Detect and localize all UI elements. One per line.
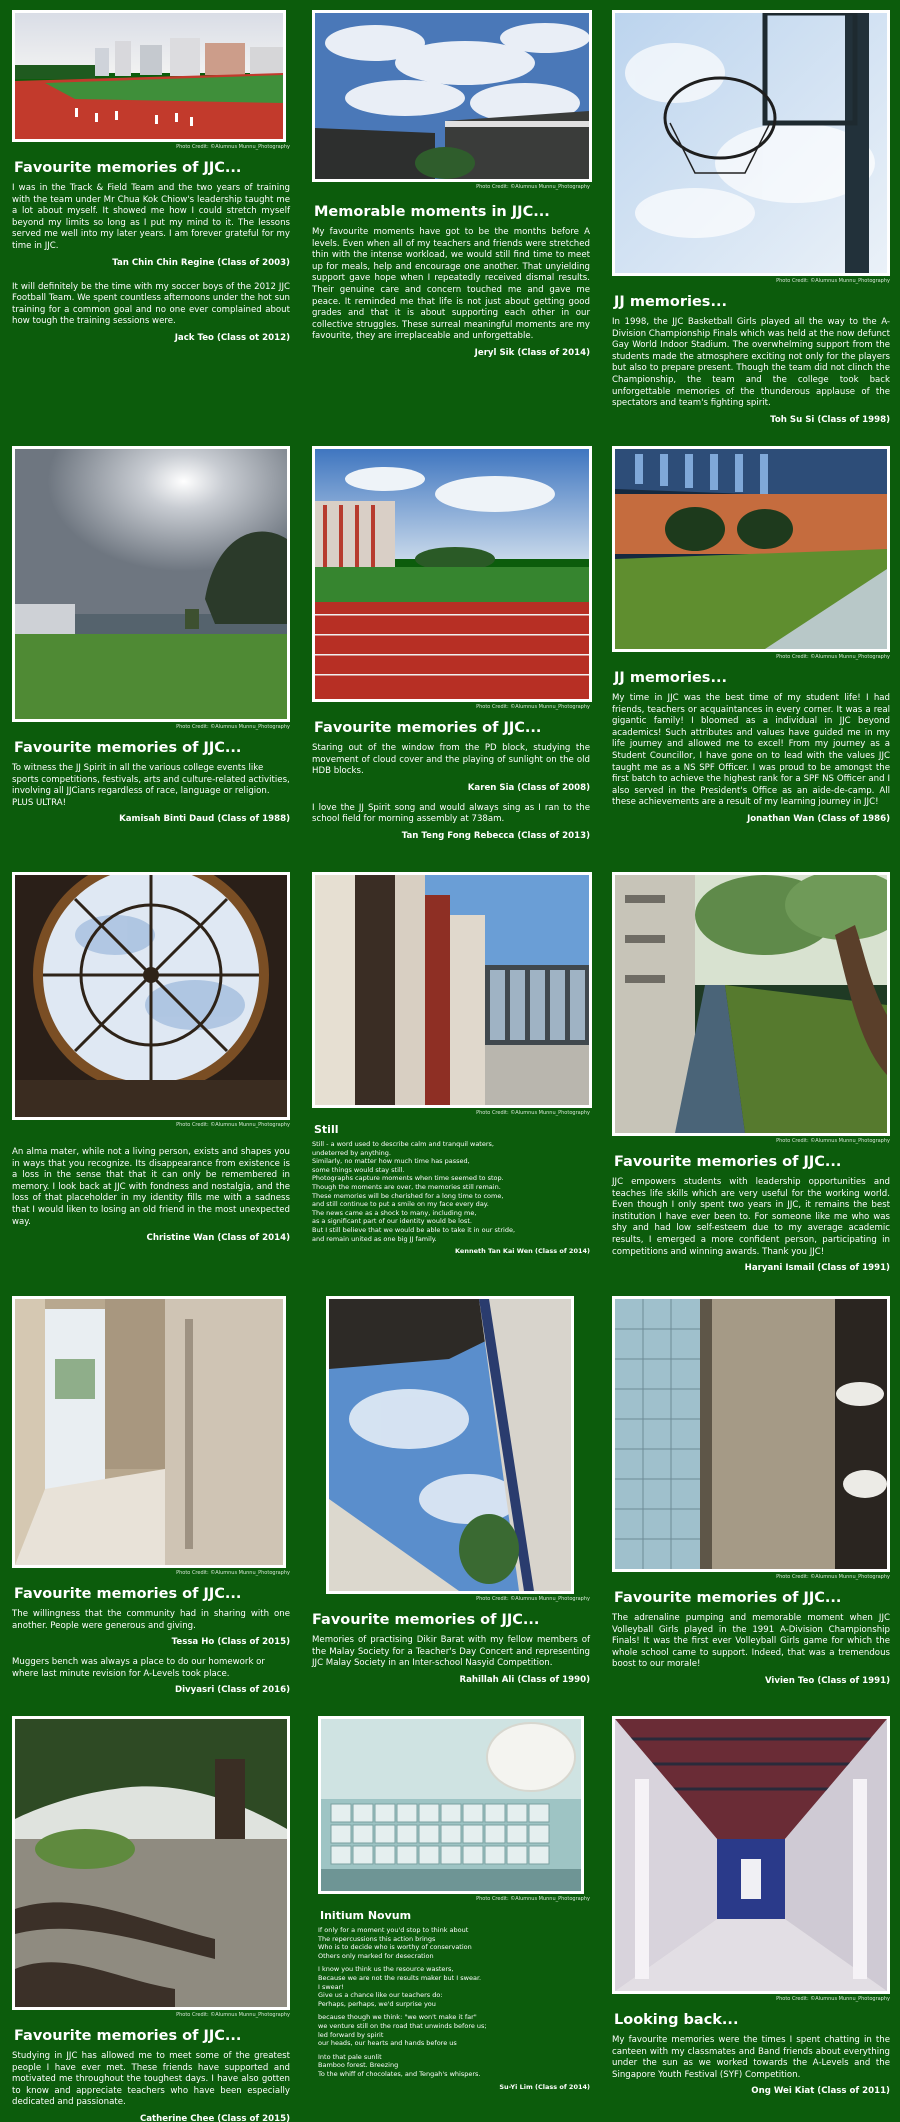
author-name: Jonathan Wan (Class of 1986) (747, 813, 890, 824)
author-name: Christine Wan (Class of 2014) (146, 1233, 290, 1244)
poem-line: undeterred by anything. (312, 1148, 391, 1157)
poem-line: Perhaps, perhaps, we'd surprise you (318, 1999, 436, 2008)
card-title: Favourite memories of JJC... (14, 1586, 242, 1602)
poem-line: Bamboo forest. Breezing (318, 2061, 399, 2070)
memory-text: My favourite moments have got to be the months before A levels. Even when all of my teachers and friends were stretched thin with the intense workload, we would still find time to meet up for meals, help and encourage one another. That unyielding support gave hope when I repeatedly received dismal results. Their genuine care and concern touched me and gave me peace. It reminded me that life is not just about getting good grades and that it is about supporting each other in our collective struggles. These surreal meaningful moments are my favourite, they are irreplaceable and unforgettable. (312, 227, 590, 342)
photo-credit: Photo Credit: ©Alumnus Munnu_Photography (176, 2012, 290, 2018)
photo-tree-roots (12, 1716, 290, 2010)
photo-building-columns (312, 872, 592, 1108)
poem-line: Into that pale sunlit (318, 2052, 382, 2061)
poem-line: The repercussions this action brings (318, 1934, 436, 1943)
photo-track-field (12, 10, 286, 142)
memory-text: I was in the Track & Field Team and the two years of training with the team under Mr Chua Kok Chiow's leadership taught me a lot about myself. It showed me how I could stretch myself beyond my limits so long as I put my mind to it. The lessons served me well into my later years. I am forever grateful for my time in JJC. (12, 183, 290, 251)
memory-text: I love the JJ Spirit song and would always sing as I ran to the school field for morning assembly at 738am. (312, 802, 590, 825)
poem (312, 1140, 590, 1243)
memory-card-13 (0, 1706, 300, 2122)
memory-card-2 (300, 0, 600, 436)
poem-line: and still continue to put a smile on my face every day. (312, 1200, 489, 1209)
card-title: Favourite memories of JJC... (14, 740, 242, 756)
memory-text: My time in JJC was the best time of my student life! I had friends, teachers or acquaintances in every corner. It was a real gigantic family! I bloomed as a individual in JJC beyond academics! Such attributes and values have guided me in my life journey and allowed me to excel! From my journey as a Student Councillor, I have gone on to lead with the values JJC taught me as a NS SPF Officer. I was proud to be amongst the first batch to achieve the highest rank for a SPF NS Officer and I also served in the President's Office as an aide-de-camp. All these achievements are a result of my learning journey in JJC! (612, 693, 890, 808)
photo-basketball-hoop (612, 10, 890, 276)
author-name: Karen Sia (Class of 2008) (467, 782, 590, 793)
poem-line: as a significant part of our identity would be lost. (312, 1217, 472, 1226)
photo-credit: Photo Credit: ©Alumnus Munnu_Photography (476, 704, 590, 710)
memory-card-9 (600, 862, 900, 1286)
poem-line: and remain united as one big JJ family. (312, 1234, 437, 1243)
author-name: Tan Teng Fong Rebecca (Class of 2013) (401, 830, 590, 841)
photo-trees-drain (612, 872, 890, 1136)
photo-credit: Photo Credit: ©Alumnus Munnu_Photography (476, 184, 590, 190)
poem-line: Photographs capture moments when time seemed to stop. (312, 1174, 504, 1183)
memory-text: Muggers bench was always a place to do our homework or where last minute revision for A-Levels took place. (12, 1657, 265, 1679)
photo-clouds-building (312, 10, 592, 182)
photo-hdb-track (312, 446, 592, 702)
photo-long-corridor (612, 1716, 890, 1994)
author-name: Divyasri (Class of 2016) (174, 1685, 290, 1696)
poem (318, 1926, 590, 2079)
author-name: Haryani Ismail (Class of 1991) (744, 1263, 890, 1274)
author-name: Catherine Chee (Class of 2015) (139, 2113, 290, 2122)
photo-courtyard-dusk (612, 446, 890, 652)
photo-angled-rooftop (326, 1296, 574, 1594)
card-title: Favourite memories of JJC... (614, 1590, 842, 1606)
memory-text: JJC empowers students with leadership opportunities and teaches life skills which are very useful for the working world. Even though I only spent two years in JJC, it remains the best institution I have ever been to. For someone like me who was shy and had low self-esteem due to my average academic results, I emerged a more confident person, participating in competitions and winning awards. Thank you JJC! (612, 1177, 890, 1257)
poem-line: led forward by spirit (318, 2030, 384, 2039)
memory-card-11 (300, 1286, 600, 1706)
poem-line: But I still believe that we would be able to take it in our stride, (312, 1225, 516, 1234)
poem-line: I know you think us the resource wasters, (318, 1965, 454, 1974)
author-name: Jack Teo (Class ot 2012) (174, 332, 290, 343)
photo-credit: Photo Credit: ©Alumnus Munnu_Photography (776, 1996, 890, 2002)
card-title: Looking back... (614, 2012, 739, 2028)
photo-credit: Photo Credit: ©Alumnus Munnu_Photography (776, 1574, 890, 1580)
author-name: Tan Chin Chin Regine (Class of 2003) (112, 257, 290, 268)
card-title: Favourite memories of JJC... (314, 720, 542, 736)
poem-line: we venture still on the road that unwinds before us; (318, 2021, 487, 2030)
card-title: Favourite memories of JJC... (14, 2028, 242, 2044)
author-name: Kamisah Binti Daud (Class of 1988) (119, 814, 290, 825)
photo-credit: Photo Credit: ©Alumnus Munnu_Photography (776, 654, 890, 660)
poem-line: To the whiff of chocolates, and Tengah's whispers. (318, 2069, 481, 2078)
photo-wall-sneakers (612, 1296, 890, 1572)
author-name: Su-Yi Lim (Class of 2014) (499, 2082, 590, 2091)
memory-card-14 (300, 1706, 600, 2122)
memory-text: My favourite memories were the times I spent chatting in the canteen with my classmates and Band friends about everything under the sun as we worked towards the A-Levels and the Singapore Youth Festival (SYF) Competition. (612, 2035, 890, 2080)
photo-credit: Photo Credit: ©Alumnus Munnu_Photography (176, 1570, 290, 1576)
poem-line: Though the moments are over, the memories still remain. (312, 1182, 501, 1191)
author-name: Rahillah Ali (Class of 1990) (459, 1674, 590, 1685)
photo-credit: Photo Credit: ©Alumnus Munnu_Photography (776, 1138, 890, 1144)
poem-line: Still - a word used to describe calm and tranquil waters, (312, 1140, 494, 1148)
memory-text: Memories of practising Dikir Barat with my fellow members of the Malay Society for a Teacher's Day Concert and representing JJC Malay Society in an Inter-school Nasyid Competition. (312, 1635, 590, 1669)
author-name: Ong Wei Kiat (Class of 2011) (751, 2086, 890, 2097)
memory-text: It will definitely be the time with my soccer boys of the 2012 JJC Football Team. We spent countless afternoons under the hot sun training for a common goal and no one ever complained about how tough the training sessions were. (12, 281, 290, 327)
poem-line: our heads, our hearts and hands before us (318, 2039, 457, 2048)
memory-text: To witness the JJ Spirit in all the various college events like sports competitions, festivals, arts and culture-related activities, involving all JJCians regardless of race, language or religion. PLUS ULTRA! (12, 763, 290, 808)
card-title: JJ memories... (614, 294, 727, 310)
memory-text: In 1998, the JJC Basketball Girls played all the way to the A-Division Championship Finals which was held at the now defunct Gay World Indoor Stadium. The overwhelming support from the students made the atmosphere exciting not only for the players but also to prepare present. Though the team did not clinch the Championship, the team and the college took back unforgettable memories of the thunderous applause of the spectators and team's fighting spirit. (612, 317, 890, 409)
photo-credit: Photo Credit: ©Alumnus Munnu_Photography (176, 724, 290, 730)
memory-text: The adrenaline pumping and memorable moment when JJC Volleyball Girls played in the 1991 A-Division Championship Finals! It was the first ever Volleyball Girls game for which the whole school came to support. Indeed, that was a tremendous boost to our morale! (612, 1613, 890, 1670)
memory-card-8 (300, 862, 600, 1286)
card-title: Initium Novum (320, 1909, 412, 1922)
photo-credit: Photo Credit: ©Alumnus Munnu_Photography (476, 1110, 590, 1116)
memory-card-1 (0, 0, 300, 436)
photo-credit: Photo Credit: ©Alumnus Munnu_Photography (176, 144, 290, 150)
author-name: Jeryl Sik (Class of 2014) (474, 347, 590, 358)
photo-lockers-mirror (318, 1716, 584, 1894)
poem-line: because though we think: "we won't make it far" (318, 2013, 477, 2022)
memory-card-4 (0, 436, 300, 862)
card-title: Favourite memories of JJC... (14, 160, 242, 176)
memory-card-5 (300, 436, 600, 862)
poem-line: I swear! (318, 1982, 344, 1991)
memory-card-15 (600, 1706, 900, 2122)
author-name: Tessa Ho (Class of 2015) (171, 1637, 290, 1648)
poem-line: Because we are not the results maker but I swear. (318, 1973, 482, 1982)
photo-credit: Photo Credit: ©Alumnus Munnu_Photography (176, 1122, 290, 1128)
card-title: Favourite memories of JJC... (614, 1154, 842, 1170)
card-title: JJ memories... (614, 670, 727, 686)
memory-text: An alma mater, while not a living person, exists and shapes you in ways that you recognize. Its disappearance from existence is a loss in the sense that that it can only be remembered in memory. I look back at JJC with fondness and nostalgia, and the loss of that placeholder in my identity fills me with a sadness that I would liken to losing an old friend in the most unexpected way. (12, 1147, 290, 1227)
poem-line: The news came as a shock to many, including me, (312, 1208, 477, 1217)
poem-line: Give us a chance like our teachers do: (318, 1991, 443, 2000)
memory-card-6 (600, 436, 900, 862)
card-title: Memorable moments in JJC... (314, 204, 550, 220)
photo-credit: Photo Credit: ©Alumnus Munnu_Photography (476, 1596, 590, 1602)
memory-text: Studying in JJC has allowed me to meet some of the greatest people I have ever met. These friends have supported and motivated me throughout the toughest days. I have also gotten to know and appreciate teachers who have been especially dedicated and passionate. (12, 2051, 290, 2108)
card-title: Favourite memories of JJC... (312, 1612, 540, 1628)
photo-field-sun (12, 446, 290, 722)
poem-line: These memories will be cherished for a long time to come, (312, 1191, 504, 1200)
memory-text: Staring out of the window from the PD block, studying the movement of cloud cover and the playing of sunlight on the old HDB blocks. (312, 743, 590, 777)
author-name: Vivien Teo (Class of 1991) (764, 1675, 890, 1686)
poem-line: Similarly, no matter how much time has passed, (312, 1157, 470, 1166)
memory-card-7 (0, 862, 300, 1286)
memory-card-3 (600, 0, 900, 436)
photo-corridor-window (12, 1296, 286, 1568)
memory-card-10 (0, 1286, 300, 1706)
card-title: Still (314, 1123, 339, 1136)
poem-line: If only for a moment you'd stop to think about (318, 1926, 469, 1934)
poem-line: some things would stay still. (312, 1165, 405, 1174)
poem-line: Others only marked for desecration (318, 1951, 434, 1960)
author-name: Toh Su Si (Class of 1998) (770, 414, 890, 425)
photo-credit: Photo Credit: ©Alumnus Munnu_Photography (776, 278, 890, 284)
photo-skylight-dome (12, 872, 290, 1120)
photo-credit: Photo Credit: ©Alumnus Munnu_Photography (476, 1896, 590, 1902)
memory-text: The willingness that the community had in sharing with one another. People were generous and giving. (12, 1609, 290, 1631)
memory-card-12 (600, 1286, 900, 1706)
author-name: Kenneth Tan Kai Wen (Class of 2014) (455, 1247, 590, 1256)
poem-line: Who is to decide who is worthy of conservation (318, 1943, 472, 1952)
